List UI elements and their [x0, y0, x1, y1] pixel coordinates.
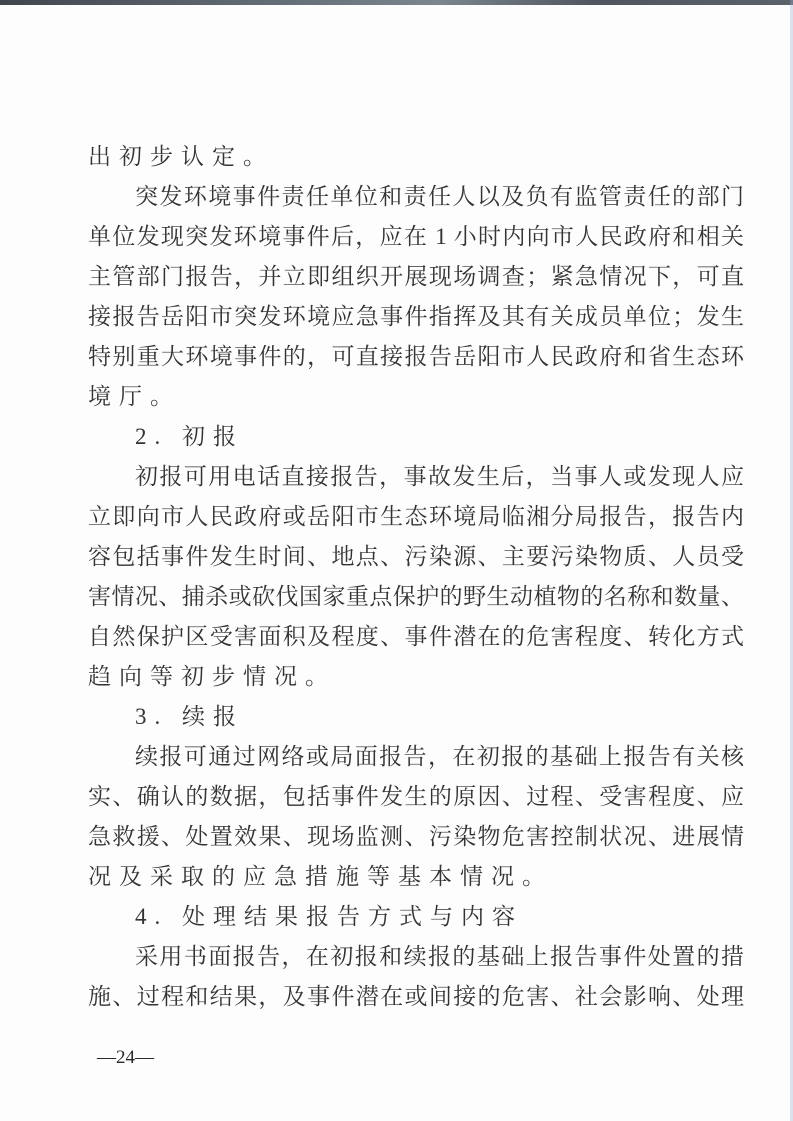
body-text-block	[88, 137, 744, 1017]
text-line: 害情况、捕杀或砍伐国家重点保护的野生动植物的名称和数量、	[88, 584, 744, 609]
text-line: 出初步认定。	[88, 144, 274, 169]
text-line: 趋向等初步情况。	[88, 664, 336, 689]
text-line: 境厅。	[88, 384, 181, 409]
text-line: 续报可通过网络或局面报告，在初报的基础上报告有关核	[135, 744, 744, 769]
text-line: 接报告岳阳市突发环境应急事件指挥及其有关成员单位；发生	[88, 304, 744, 329]
text-line: 特别重大环境事件的，可直接报告岳阳市人民政府和省生态环	[88, 344, 744, 369]
text-line: 施、过程和结果，及事件潜在或间接的危害、社会影响、处理	[88, 984, 744, 1009]
text-line: 2. 初报	[135, 424, 244, 449]
text-line: 主管部门报告，并立即组织开展现场调查；紧急情况下，可直	[88, 264, 744, 289]
page-number: —24—	[97, 1047, 154, 1068]
text-line: 4. 处理结果报告方式与内容	[135, 904, 523, 929]
text-line: 3. 续报	[135, 704, 244, 729]
scan-top-edge-artifact	[0, 0, 793, 5]
text-line: 单位发现突发环境事件后，应在 1 小时内向市人民政府和相关	[88, 224, 744, 249]
text-line: 急救援、处置效果、现场监测、污染物危害控制状况、进展情	[88, 824, 744, 849]
text-line: 初报可用电话直接报告，事故发生后，当事人或发现人应	[135, 464, 744, 489]
text-line: 况及采取的应急措施等基本情况。	[88, 864, 553, 889]
text-line: 突发环境事件责任单位和责任人以及负有监管责任的部门	[135, 184, 744, 209]
text-line: 立即向市人民政府或岳阳市生态环境局临湘分局报告，报告内	[88, 504, 744, 529]
text-line: 实、确认的数据，包括事件发生的原因、过程、受害程度、应	[88, 784, 744, 809]
text-line: 采用书面报告，在初报和续报的基础上报告事件处置的措	[135, 944, 744, 969]
text-line: 容包括事件发生时间、地点、污染源、主要污染物质、人员受	[88, 544, 744, 569]
text-line: 自然保护区受害面积及程度、事件潜在的危害程度、转化方式	[88, 624, 744, 649]
